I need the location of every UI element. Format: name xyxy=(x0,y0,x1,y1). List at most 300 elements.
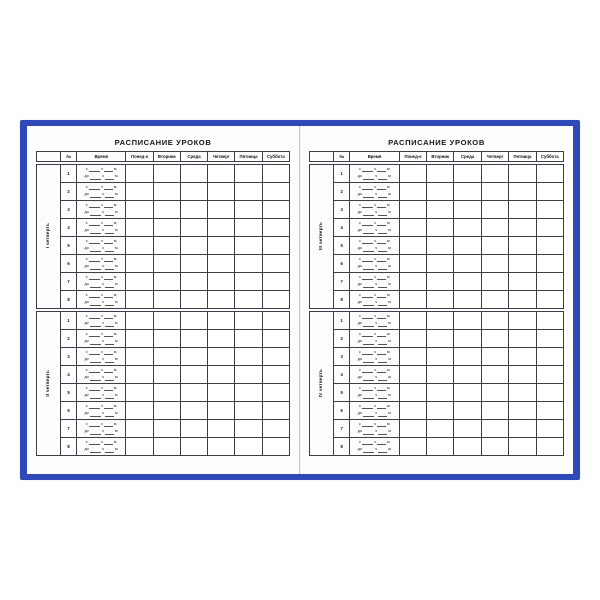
lesson-cell[interactable] xyxy=(481,183,508,201)
time-blank[interactable] xyxy=(362,275,373,280)
time-entry[interactable] xyxy=(77,402,126,420)
time-blank[interactable] xyxy=(377,293,386,298)
lesson-cell[interactable] xyxy=(235,312,262,330)
lesson-cell[interactable] xyxy=(427,219,454,237)
lesson-cell[interactable] xyxy=(180,165,207,183)
lesson-cell[interactable] xyxy=(262,366,289,384)
time-blank[interactable] xyxy=(89,185,100,190)
time-blank[interactable] xyxy=(363,358,374,363)
lesson-cell[interactable] xyxy=(180,348,207,366)
lesson-cell[interactable] xyxy=(454,402,481,420)
lesson-cell[interactable] xyxy=(262,273,289,291)
lesson-cell[interactable] xyxy=(509,348,536,366)
lesson-cell[interactable] xyxy=(536,402,563,420)
time-entry[interactable] xyxy=(350,273,399,291)
time-blank[interactable] xyxy=(104,167,113,172)
time-blank[interactable] xyxy=(377,185,386,190)
lesson-cell[interactable] xyxy=(509,201,536,219)
lesson-cell[interactable] xyxy=(153,165,180,183)
time-blank[interactable] xyxy=(90,394,101,399)
time-blank[interactable] xyxy=(362,293,373,298)
lesson-cell[interactable] xyxy=(509,420,536,438)
lesson-cell[interactable] xyxy=(126,183,153,201)
time-blank[interactable] xyxy=(378,211,387,216)
lesson-cell[interactable] xyxy=(208,438,235,456)
time-blank[interactable] xyxy=(90,265,101,270)
lesson-cell[interactable] xyxy=(399,312,426,330)
time-blank[interactable] xyxy=(89,275,100,280)
time-blank[interactable] xyxy=(105,448,114,453)
time-entry[interactable] xyxy=(77,330,126,348)
lesson-cell[interactable] xyxy=(153,291,180,309)
lesson-cell[interactable] xyxy=(208,384,235,402)
lesson-cell[interactable] xyxy=(126,438,153,456)
time-blank[interactable] xyxy=(90,175,101,180)
lesson-cell[interactable] xyxy=(208,183,235,201)
time-blank[interactable] xyxy=(377,203,386,208)
lesson-cell[interactable] xyxy=(180,402,207,420)
lesson-cell[interactable] xyxy=(399,438,426,456)
time-blank[interactable] xyxy=(377,239,386,244)
time-entry[interactable] xyxy=(77,165,126,183)
lesson-cell[interactable] xyxy=(153,420,180,438)
time-blank[interactable] xyxy=(104,314,113,319)
lesson-cell[interactable] xyxy=(427,183,454,201)
lesson-cell[interactable] xyxy=(509,273,536,291)
time-blank[interactable] xyxy=(105,175,114,180)
time-blank[interactable] xyxy=(89,221,100,226)
lesson-cell[interactable] xyxy=(399,201,426,219)
lesson-cell[interactable] xyxy=(208,420,235,438)
time-blank[interactable] xyxy=(105,394,114,399)
time-blank[interactable] xyxy=(90,211,101,216)
lesson-cell[interactable] xyxy=(153,237,180,255)
lesson-cell[interactable] xyxy=(180,237,207,255)
lesson-cell[interactable] xyxy=(126,384,153,402)
lesson-cell[interactable] xyxy=(235,201,262,219)
lesson-cell[interactable] xyxy=(208,330,235,348)
lesson-cell[interactable] xyxy=(153,348,180,366)
time-blank[interactable] xyxy=(362,314,373,319)
time-blank[interactable] xyxy=(362,404,373,409)
time-blank[interactable] xyxy=(89,422,100,427)
time-blank[interactable] xyxy=(378,358,387,363)
time-blank[interactable] xyxy=(378,394,387,399)
time-blank[interactable] xyxy=(105,340,114,345)
lesson-cell[interactable] xyxy=(153,384,180,402)
lesson-cell[interactable] xyxy=(262,237,289,255)
lesson-cell[interactable] xyxy=(262,348,289,366)
time-blank[interactable] xyxy=(105,247,114,252)
time-blank[interactable] xyxy=(105,376,114,381)
lesson-cell[interactable] xyxy=(262,420,289,438)
lesson-cell[interactable] xyxy=(509,384,536,402)
time-blank[interactable] xyxy=(362,350,373,355)
lesson-cell[interactable] xyxy=(481,438,508,456)
lesson-cell[interactable] xyxy=(536,165,563,183)
lesson-cell[interactable] xyxy=(262,219,289,237)
lesson-cell[interactable] xyxy=(153,402,180,420)
lesson-cell[interactable] xyxy=(153,255,180,273)
lesson-cell[interactable] xyxy=(427,384,454,402)
time-blank[interactable] xyxy=(104,257,113,262)
time-blank[interactable] xyxy=(104,332,113,337)
time-blank[interactable] xyxy=(89,440,100,445)
lesson-cell[interactable] xyxy=(536,183,563,201)
lesson-cell[interactable] xyxy=(235,255,262,273)
time-blank[interactable] xyxy=(363,211,374,216)
lesson-cell[interactable] xyxy=(126,273,153,291)
time-entry[interactable] xyxy=(77,312,126,330)
lesson-cell[interactable] xyxy=(536,384,563,402)
lesson-cell[interactable] xyxy=(180,201,207,219)
lesson-cell[interactable] xyxy=(399,255,426,273)
time-blank[interactable] xyxy=(363,376,374,381)
lesson-cell[interactable] xyxy=(262,255,289,273)
lesson-cell[interactable] xyxy=(235,165,262,183)
lesson-cell[interactable] xyxy=(481,255,508,273)
lesson-cell[interactable] xyxy=(536,219,563,237)
time-entry[interactable] xyxy=(77,348,126,366)
time-blank[interactable] xyxy=(104,422,113,427)
time-blank[interactable] xyxy=(377,314,386,319)
time-blank[interactable] xyxy=(362,386,373,391)
time-blank[interactable] xyxy=(104,440,113,445)
lesson-cell[interactable] xyxy=(481,201,508,219)
lesson-cell[interactable] xyxy=(481,219,508,237)
time-blank[interactable] xyxy=(363,283,374,288)
lesson-cell[interactable] xyxy=(262,312,289,330)
lesson-cell[interactable] xyxy=(399,402,426,420)
lesson-cell[interactable] xyxy=(235,420,262,438)
lesson-cell[interactable] xyxy=(536,255,563,273)
time-blank[interactable] xyxy=(90,430,101,435)
time-blank[interactable] xyxy=(377,404,386,409)
time-blank[interactable] xyxy=(362,257,373,262)
lesson-cell[interactable] xyxy=(509,291,536,309)
time-blank[interactable] xyxy=(363,193,374,198)
lesson-cell[interactable] xyxy=(427,420,454,438)
time-blank[interactable] xyxy=(377,167,386,172)
time-blank[interactable] xyxy=(89,167,100,172)
lesson-cell[interactable] xyxy=(208,291,235,309)
lesson-cell[interactable] xyxy=(509,438,536,456)
time-blank[interactable] xyxy=(378,430,387,435)
lesson-cell[interactable] xyxy=(399,291,426,309)
lesson-cell[interactable] xyxy=(481,366,508,384)
time-blank[interactable] xyxy=(362,440,373,445)
time-blank[interactable] xyxy=(363,394,374,399)
lesson-cell[interactable] xyxy=(235,273,262,291)
time-entry[interactable] xyxy=(350,219,399,237)
lesson-cell[interactable] xyxy=(427,273,454,291)
time-blank[interactable] xyxy=(90,412,101,417)
time-blank[interactable] xyxy=(89,257,100,262)
time-blank[interactable] xyxy=(89,239,100,244)
lesson-cell[interactable] xyxy=(454,438,481,456)
time-blank[interactable] xyxy=(378,265,387,270)
time-blank[interactable] xyxy=(104,203,113,208)
lesson-cell[interactable] xyxy=(536,237,563,255)
time-entry[interactable] xyxy=(350,255,399,273)
lesson-cell[interactable] xyxy=(509,237,536,255)
lesson-cell[interactable] xyxy=(153,330,180,348)
lesson-cell[interactable] xyxy=(126,201,153,219)
lesson-cell[interactable] xyxy=(454,330,481,348)
lesson-cell[interactable] xyxy=(481,312,508,330)
time-blank[interactable] xyxy=(377,221,386,226)
time-blank[interactable] xyxy=(89,203,100,208)
lesson-cell[interactable] xyxy=(180,438,207,456)
time-blank[interactable] xyxy=(105,229,114,234)
lesson-cell[interactable] xyxy=(262,402,289,420)
lesson-cell[interactable] xyxy=(180,291,207,309)
lesson-cell[interactable] xyxy=(454,237,481,255)
time-blank[interactable] xyxy=(363,340,374,345)
lesson-cell[interactable] xyxy=(208,237,235,255)
lesson-cell[interactable] xyxy=(180,366,207,384)
lesson-cell[interactable] xyxy=(536,312,563,330)
time-entry[interactable] xyxy=(350,330,399,348)
lesson-cell[interactable] xyxy=(509,219,536,237)
time-blank[interactable] xyxy=(104,386,113,391)
lesson-cell[interactable] xyxy=(454,384,481,402)
time-entry[interactable] xyxy=(350,402,399,420)
time-entry[interactable] xyxy=(77,237,126,255)
time-blank[interactable] xyxy=(89,314,100,319)
time-blank[interactable] xyxy=(104,221,113,226)
lesson-cell[interactable] xyxy=(126,165,153,183)
time-blank[interactable] xyxy=(105,301,114,306)
time-blank[interactable] xyxy=(377,440,386,445)
time-blank[interactable] xyxy=(105,358,114,363)
time-blank[interactable] xyxy=(362,332,373,337)
lesson-cell[interactable] xyxy=(536,201,563,219)
time-blank[interactable] xyxy=(362,221,373,226)
lesson-cell[interactable] xyxy=(454,291,481,309)
lesson-cell[interactable] xyxy=(454,312,481,330)
time-blank[interactable] xyxy=(105,211,114,216)
time-entry[interactable] xyxy=(350,201,399,219)
time-blank[interactable] xyxy=(105,283,114,288)
lesson-cell[interactable] xyxy=(208,402,235,420)
lesson-cell[interactable] xyxy=(262,291,289,309)
time-blank[interactable] xyxy=(378,193,387,198)
lesson-cell[interactable] xyxy=(427,165,454,183)
lesson-cell[interactable] xyxy=(180,273,207,291)
time-blank[interactable] xyxy=(363,229,374,234)
lesson-cell[interactable] xyxy=(180,219,207,237)
time-blank[interactable] xyxy=(378,448,387,453)
lesson-cell[interactable] xyxy=(454,255,481,273)
lesson-cell[interactable] xyxy=(536,438,563,456)
lesson-cell[interactable] xyxy=(454,366,481,384)
lesson-cell[interactable] xyxy=(509,312,536,330)
time-blank[interactable] xyxy=(378,412,387,417)
time-blank[interactable] xyxy=(362,368,373,373)
time-blank[interactable] xyxy=(105,412,114,417)
time-entry[interactable] xyxy=(350,183,399,201)
time-entry[interactable] xyxy=(77,273,126,291)
time-blank[interactable] xyxy=(90,340,101,345)
time-entry[interactable] xyxy=(77,255,126,273)
time-blank[interactable] xyxy=(104,368,113,373)
lesson-cell[interactable] xyxy=(126,366,153,384)
time-blank[interactable] xyxy=(377,332,386,337)
lesson-cell[interactable] xyxy=(208,255,235,273)
lesson-cell[interactable] xyxy=(481,384,508,402)
time-blank[interactable] xyxy=(362,185,373,190)
lesson-cell[interactable] xyxy=(180,330,207,348)
time-blank[interactable] xyxy=(377,386,386,391)
lesson-cell[interactable] xyxy=(399,165,426,183)
time-entry[interactable] xyxy=(350,366,399,384)
time-entry[interactable] xyxy=(350,237,399,255)
time-blank[interactable] xyxy=(363,175,374,180)
lesson-cell[interactable] xyxy=(126,219,153,237)
lesson-cell[interactable] xyxy=(481,273,508,291)
lesson-cell[interactable] xyxy=(208,312,235,330)
time-blank[interactable] xyxy=(377,368,386,373)
time-blank[interactable] xyxy=(89,368,100,373)
lesson-cell[interactable] xyxy=(427,348,454,366)
lesson-cell[interactable] xyxy=(481,402,508,420)
time-blank[interactable] xyxy=(90,229,101,234)
time-entry[interactable] xyxy=(77,366,126,384)
lesson-cell[interactable] xyxy=(509,330,536,348)
lesson-cell[interactable] xyxy=(399,384,426,402)
lesson-cell[interactable] xyxy=(399,330,426,348)
time-blank[interactable] xyxy=(363,247,374,252)
lesson-cell[interactable] xyxy=(153,273,180,291)
lesson-cell[interactable] xyxy=(481,330,508,348)
lesson-cell[interactable] xyxy=(454,273,481,291)
lesson-cell[interactable] xyxy=(481,165,508,183)
time-blank[interactable] xyxy=(104,185,113,190)
time-blank[interactable] xyxy=(104,293,113,298)
time-blank[interactable] xyxy=(104,350,113,355)
time-entry[interactable] xyxy=(350,291,399,309)
lesson-cell[interactable] xyxy=(126,291,153,309)
lesson-cell[interactable] xyxy=(509,183,536,201)
lesson-cell[interactable] xyxy=(509,402,536,420)
lesson-cell[interactable] xyxy=(208,165,235,183)
time-entry[interactable] xyxy=(77,438,126,456)
lesson-cell[interactable] xyxy=(126,330,153,348)
time-blank[interactable] xyxy=(378,322,387,327)
time-entry[interactable] xyxy=(77,219,126,237)
time-blank[interactable] xyxy=(378,247,387,252)
lesson-cell[interactable] xyxy=(235,438,262,456)
lesson-cell[interactable] xyxy=(235,402,262,420)
lesson-cell[interactable] xyxy=(235,366,262,384)
time-blank[interactable] xyxy=(90,322,101,327)
time-blank[interactable] xyxy=(105,430,114,435)
time-entry[interactable] xyxy=(77,183,126,201)
time-blank[interactable] xyxy=(377,422,386,427)
time-entry[interactable] xyxy=(350,348,399,366)
lesson-cell[interactable] xyxy=(208,366,235,384)
time-entry[interactable] xyxy=(77,420,126,438)
lesson-cell[interactable] xyxy=(126,402,153,420)
lesson-cell[interactable] xyxy=(126,255,153,273)
time-blank[interactable] xyxy=(378,229,387,234)
lesson-cell[interactable] xyxy=(208,273,235,291)
lesson-cell[interactable] xyxy=(536,420,563,438)
time-entry[interactable] xyxy=(350,165,399,183)
time-blank[interactable] xyxy=(89,332,100,337)
time-blank[interactable] xyxy=(363,430,374,435)
time-blank[interactable] xyxy=(89,350,100,355)
time-blank[interactable] xyxy=(363,265,374,270)
lesson-cell[interactable] xyxy=(153,219,180,237)
lesson-cell[interactable] xyxy=(427,366,454,384)
time-blank[interactable] xyxy=(90,283,101,288)
time-blank[interactable] xyxy=(90,448,101,453)
time-blank[interactable] xyxy=(90,193,101,198)
lesson-cell[interactable] xyxy=(235,384,262,402)
lesson-cell[interactable] xyxy=(235,348,262,366)
time-blank[interactable] xyxy=(90,376,101,381)
time-blank[interactable] xyxy=(363,301,374,306)
time-blank[interactable] xyxy=(89,386,100,391)
lesson-cell[interactable] xyxy=(454,219,481,237)
time-blank[interactable] xyxy=(362,167,373,172)
lesson-cell[interactable] xyxy=(427,291,454,309)
lesson-cell[interactable] xyxy=(180,183,207,201)
lesson-cell[interactable] xyxy=(481,420,508,438)
lesson-cell[interactable] xyxy=(427,330,454,348)
time-entry[interactable] xyxy=(350,384,399,402)
time-blank[interactable] xyxy=(105,265,114,270)
lesson-cell[interactable] xyxy=(427,312,454,330)
lesson-cell[interactable] xyxy=(481,348,508,366)
lesson-cell[interactable] xyxy=(262,201,289,219)
time-blank[interactable] xyxy=(362,422,373,427)
lesson-cell[interactable] xyxy=(454,420,481,438)
time-blank[interactable] xyxy=(363,412,374,417)
lesson-cell[interactable] xyxy=(454,183,481,201)
lesson-cell[interactable] xyxy=(180,420,207,438)
lesson-cell[interactable] xyxy=(153,366,180,384)
time-blank[interactable] xyxy=(105,193,114,198)
lesson-cell[interactable] xyxy=(427,438,454,456)
lesson-cell[interactable] xyxy=(427,255,454,273)
time-blank[interactable] xyxy=(104,275,113,280)
lesson-cell[interactable] xyxy=(399,219,426,237)
lesson-cell[interactable] xyxy=(536,348,563,366)
lesson-cell[interactable] xyxy=(126,420,153,438)
lesson-cell[interactable] xyxy=(399,237,426,255)
lesson-cell[interactable] xyxy=(235,291,262,309)
lesson-cell[interactable] xyxy=(509,366,536,384)
time-blank[interactable] xyxy=(362,239,373,244)
lesson-cell[interactable] xyxy=(153,312,180,330)
lesson-cell[interactable] xyxy=(399,273,426,291)
time-blank[interactable] xyxy=(363,448,374,453)
lesson-cell[interactable] xyxy=(153,183,180,201)
lesson-cell[interactable] xyxy=(262,438,289,456)
lesson-cell[interactable] xyxy=(235,219,262,237)
lesson-cell[interactable] xyxy=(180,312,207,330)
lesson-cell[interactable] xyxy=(427,201,454,219)
lesson-cell[interactable] xyxy=(262,384,289,402)
lesson-cell[interactable] xyxy=(454,348,481,366)
lesson-cell[interactable] xyxy=(399,348,426,366)
lesson-cell[interactable] xyxy=(262,165,289,183)
lesson-cell[interactable] xyxy=(399,183,426,201)
lesson-cell[interactable] xyxy=(235,237,262,255)
